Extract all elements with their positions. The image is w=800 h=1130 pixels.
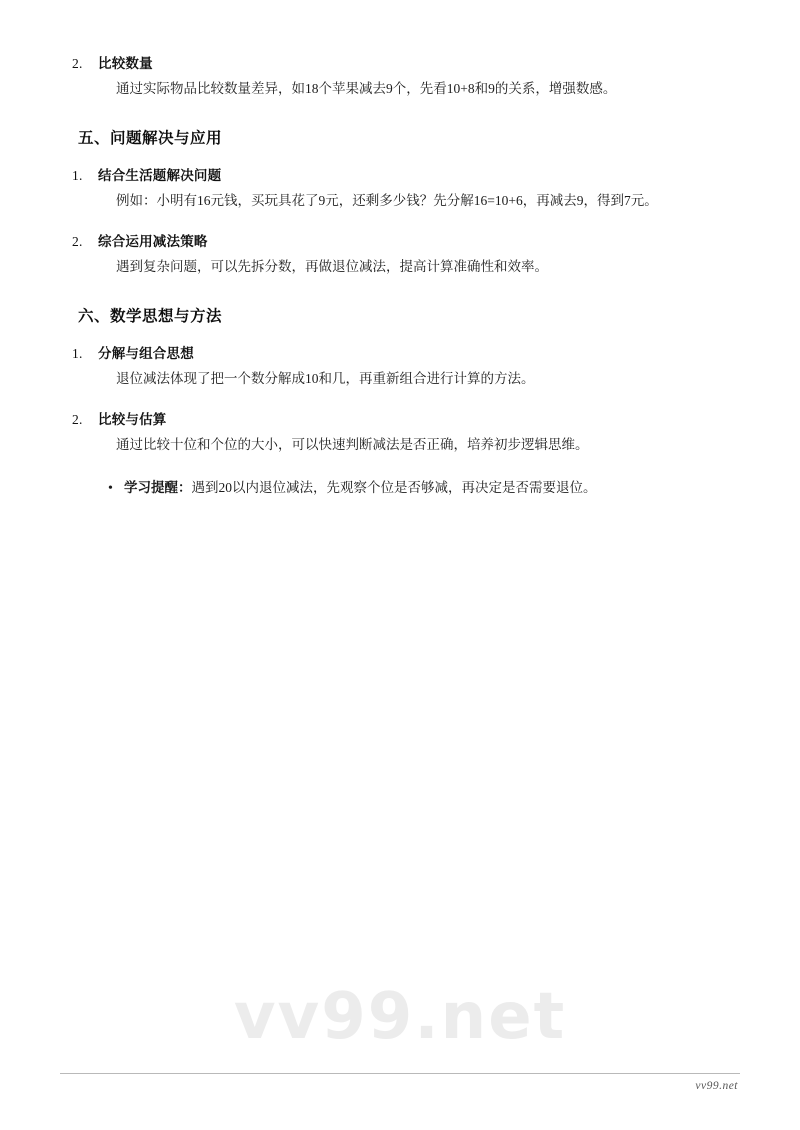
watermark: vv99.net — [233, 980, 567, 1054]
sub-heading — [72, 52, 728, 72]
bullet-icon: • — [108, 480, 113, 496]
sub-heading-text: 比较与估算 — [98, 411, 167, 428]
sub-heading — [72, 408, 728, 428]
sub-heading — [72, 230, 728, 250]
paragraph: 遇到复杂问题，可以先拆分数，再做退位减法，提高计算准确性和效率。 — [116, 258, 548, 274]
note-item — [72, 478, 728, 499]
note-body: 遇到20以内退位减法，先观察个位是否够减，再决定是否需要退位。 — [191, 479, 597, 495]
note-text — [124, 478, 597, 499]
sub-heading-text: 综合运用减法策略 — [98, 233, 208, 250]
sub-heading-number: 2. — [72, 233, 83, 249]
sub-heading — [72, 342, 728, 362]
sub-heading-number: 1. — [72, 345, 83, 361]
section-heading: 六、数学思想与方法 — [78, 306, 223, 325]
paragraph: 退位减法体现了把一个数分解成10和几，再重新组合进行计算的方法。 — [116, 370, 535, 386]
sub-heading-number: 2. — [72, 56, 83, 71]
note-label: 学习提醒： — [124, 479, 192, 495]
footer-label: vv99.net — [695, 1080, 738, 1092]
section-heading: 五、问题解决与应用 — [78, 128, 223, 147]
paragraph: 通过比较十位和个位的大小，可以快速判断减法是否正确，培养初步逻辑思维。 — [116, 436, 589, 452]
document-content — [72, 52, 728, 499]
sub-heading-text: 分解与组合思想 — [98, 345, 194, 362]
paragraph: 通过实际物品比较数量差异，如18个苹果减去9个，先看10+8和9的关系，增强数感。 — [116, 81, 617, 96]
sub-heading-text: 结合生活题解决问题 — [98, 167, 222, 184]
sub-heading-number: 2. — [72, 411, 83, 427]
paragraph: 例如：小明有16元钱，买玩具花了9元，还剩多少钱？先分解16=10+6，再减去9，得到7元。 — [116, 192, 658, 208]
footer-divider — [60, 1073, 740, 1074]
sub-heading-text: 比较数量 — [98, 56, 153, 72]
sub-heading-number: 1. — [72, 167, 83, 183]
sub-heading — [72, 164, 728, 184]
